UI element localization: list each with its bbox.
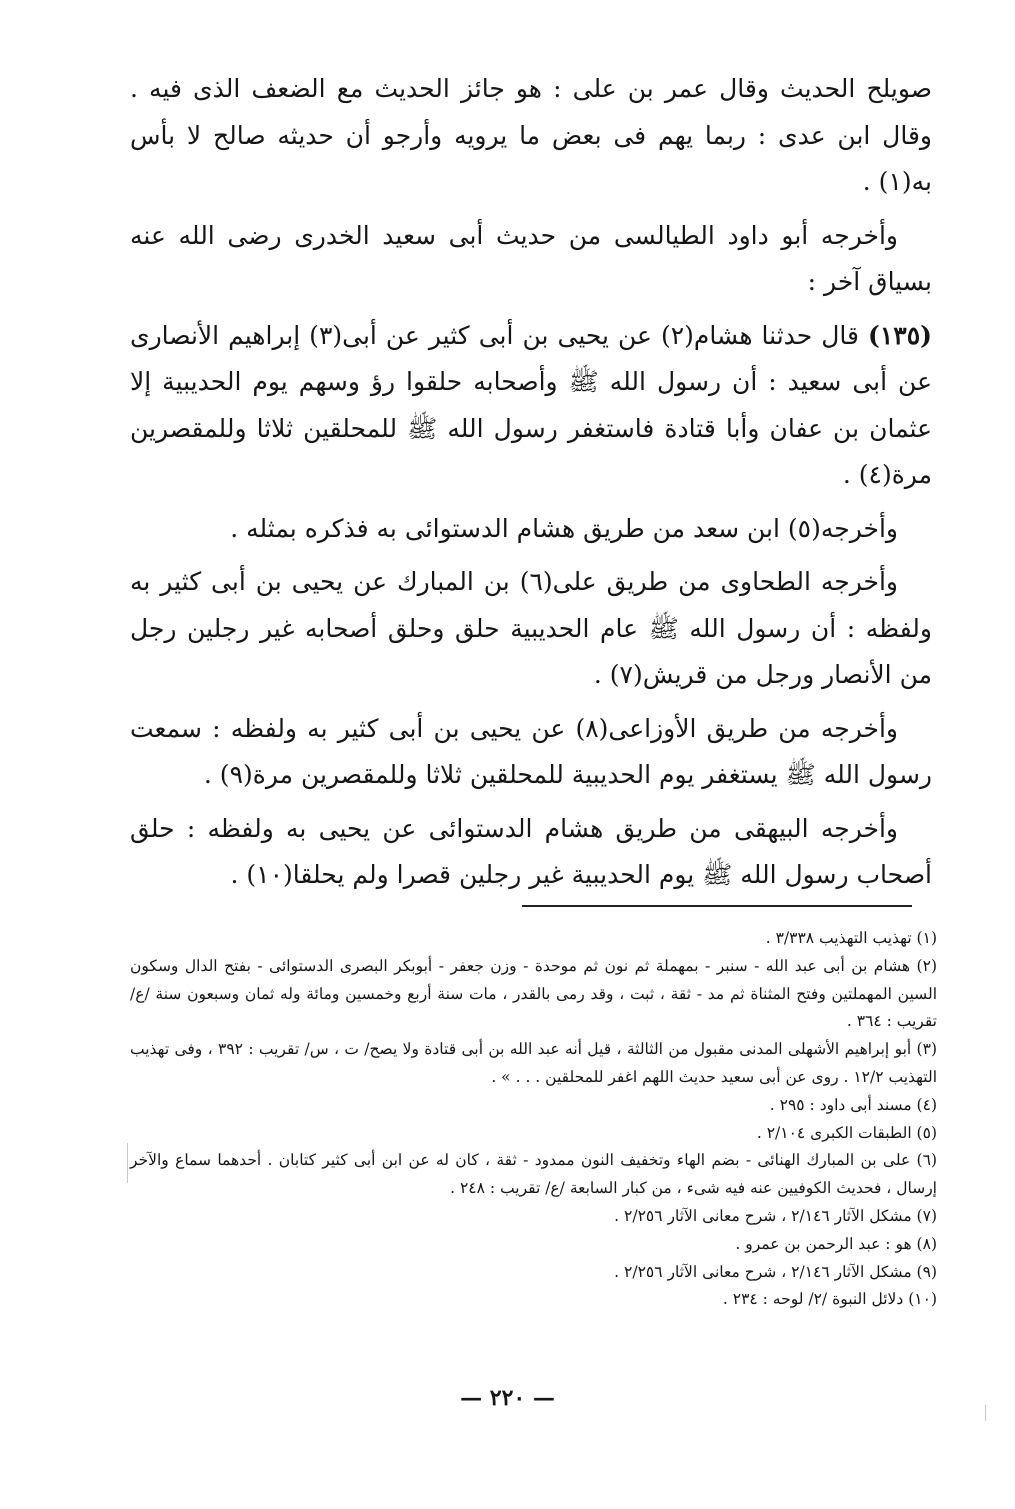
footnote-8: (٨) هو : عبد الرحمن بن عمرو . [735,1234,937,1253]
paragraph-text: وأخرجه الطحاوى من طريق على(٦) بن المبارك عن يحيى بن أبى كثير به ولفظه : أن رسول الله ﷺ عام الحديبية حلق وحلق أصحابه غير رجلين رجل من الأنصار ورجل من قريش(٧) . [130,567,932,689]
footnote-separator [522,905,912,907]
footnote-10: (١٠) دلائل النبوة /٢/ لوحه : ٢٣٤ . [722,1290,937,1309]
scan-mark [985,1405,986,1421]
paragraph-7 [130,806,932,899]
footnote-3: (٣) أبو إبراهيم الأشهلى المدنى مقبول من الثالثة ، قيل أنه عبد الله بن أبى قتادة ولا يصح/ ت ، س/ تقريب : ٣٩٢ ، وفى تهذيب التهذيب ١٢/٢ . روى عن أبى سعيد حديث اللهم اغفر للمحلقين . . . » . [130,1040,937,1086]
footnotes [130,925,937,1314]
paragraph-text: قال حدثنا هشام(٢) عن يحيى بن أبى كثير عن أبى(٣) إبراهيم الأنصارى عن أبى سعيد : أن رسول الله ﷺ وأصحابه حلقوا رؤ وسهم يوم الحديبية إلا عثمان بن عفان وأبا قتادة فاستغفر رسول الله ﷺ للمحلقين ثلاثا وللمقصرين مرة(٤) . [130,320,932,489]
paragraph-1 [130,66,932,206]
footnote-7: (٧) مشكل الآثار ٢/١٤٦ ، شرح معانى الآثار ٢/٢٥٦ . [614,1206,937,1225]
hadith-135 [130,313,932,499]
paragraph-text: وأخرجه من طريق الأوزاعى(٨) عن يحيى بن أبى كثير به ولفظه : سمعت رسول الله ﷺ يستغفر يوم الحديبية للمحلقين ثلاثا وللمقصرين مرة(٩) . [130,713,932,789]
hadith-number: (١٣٥) [868,320,933,350]
footnote-6: (٦) على بن المبارك الهنائى - بضم الهاء وتخفيف النون ممدود - ثقة ، كان له عن ابن أبى كثير كتابان . أحدهما سماع والآخر إرسال ، فحديث الكوفيين عنه فيه شىء ، من كبار السابعة /ع/ تقريب : ٢٤٨ . [130,1151,937,1198]
paragraph-text: وأخرجه أبو داود الطيالسى من حديث أبى سعيد الخدرى رضى الله عنه بسياق آخر : [130,220,932,296]
paragraph-text: وأخرجه(٥) ابن سعد من طريق هشام الدستوائى به فذكره بمثله . [230,513,898,543]
paragraph-4 [130,506,932,553]
main-text [130,66,932,906]
paragraph-text: وأخرجه البيهقى من طريق هشام الدستوائى عن يحيى به ولفظه : حلق أصحاب رسول الله ﷺ يوم الحديبية غير رجلين قصرا ولم يحلقا(١٠) . [130,813,932,889]
paragraph-text: صويلح الحديث وقال عمر بن على : هو جائز الحديث مع الضعف الذى فيه . وقال ابن عدى : ربما يهم فى بعض ما يرويه وأرجو أن حديثه صالح لا بأس به(١) . [130,74,932,196]
paragraph-5 [130,559,932,699]
page-number: — ٢٢٠ — [460,1385,555,1411]
paragraph-6 [130,706,932,799]
footnote-4: (٤) مسند أبى داود : ٢٩٥ . [769,1095,937,1114]
scan-mark [127,1143,128,1183]
footnote-1: (١) تهذيب التهذيب ٣/٣٣٨ . [765,929,937,947]
footnote-2: (٢) هشام بن أبى عبد الله - سنبر - بمهملة ثم نون ثم موحدة - وزن جعفر - أبوبكر البصرى الدستوائى - بفتح الدال وسكون السين المهملتين وفتح المثناة ثم مد - ثقة ، ثبت ، وقد رمى بالقدر ، مات سنة أربع وخمسين ومائة وله ثمان وسبعون سنة /ع/ تقريب : ٣٦٤ . [130,956,937,1031]
footnote-5: (٥) الطبقات الكبرى ٢/١٠٤ . [756,1123,937,1142]
paragraph-2 [130,213,932,306]
footnote-9: (٩) مشكل الآثار ٢/١٤٦ ، شرح معانى الآثار ٢/٢٥٦ . [614,1262,937,1281]
